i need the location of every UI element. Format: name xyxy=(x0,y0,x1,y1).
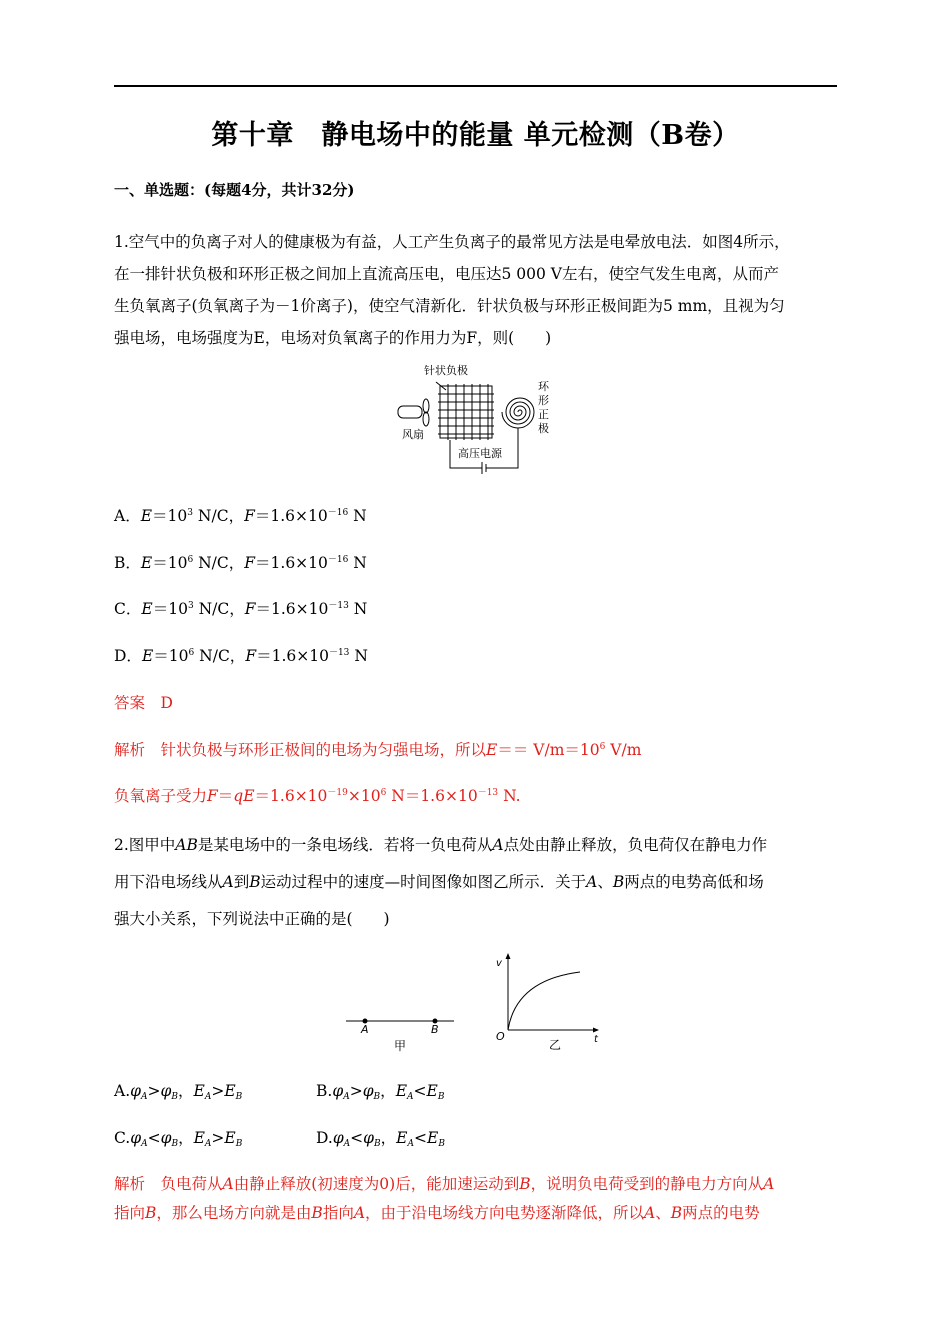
q1-line-3: 生负氧离子(负氧离子为－1价离子)，使空气清新化．针状负极与环形正极间距为5 mm，且视为匀 xyxy=(114,297,785,315)
q2-line-3: 强大小关系，下列说法中正确的是( ) xyxy=(114,910,390,928)
point-a-label: A xyxy=(361,1023,369,1036)
q1-answer xyxy=(114,693,173,713)
figure-jia xyxy=(346,1019,454,1054)
q1-option-a[interactable]: A．$E=10^3$ N/C，$F=1.6\times 10^{-16}$ N xyxy=(114,507,367,525)
q1-option-b[interactable]: B．$E=10^6$ N/C，$F=1.6\times 10^{-16}$ N xyxy=(114,554,367,572)
q1-option-d[interactable]: D．$E=10^6$ N/C，$F=1.6\times 10^{-13}$ N xyxy=(114,647,368,665)
needle-electrode-label: 针状负极 xyxy=(424,364,468,377)
ring-spiral xyxy=(502,398,534,428)
origin-label: O xyxy=(496,1030,505,1043)
ring-label-2: 形 xyxy=(538,394,549,407)
top-rule xyxy=(114,85,837,87)
q2-analysis-1: 解析 负电荷从A由静止释放(初速度为0)后，能加速运动到B，说明负电荷受到的静电力方向从A xyxy=(114,1175,775,1193)
t-axis-label: t xyxy=(594,1034,598,1045)
ring-label-3: 正 xyxy=(538,408,549,421)
q1-analysis-1: 解析 针状负极与环形正极间的电场为匀强电场，所以$E== V/m=10^6$ V/m xyxy=(114,741,642,759)
ring-label-4: 极 xyxy=(538,422,549,435)
q2-analysis-2: 指向B，那么电场方向就是由B指向A，由于沿电场线方向电势逐渐降低，所以A、B两点的电势 xyxy=(114,1204,760,1222)
section-heading: 一、单选题：(每题4分，共计32分) xyxy=(114,181,355,199)
q2-line-2: 用下沿电场线从A到B运动过程中的速度—时间图像如图乙所示．关于A、B两点的电势高低和场 xyxy=(114,873,764,891)
figure-yi xyxy=(496,953,599,1052)
q2-option-d[interactable]: $D.\varphi_A<\varphi_B$，$E_A<E_B$ xyxy=(316,1129,445,1149)
v-axis-label: v xyxy=(496,958,502,969)
q1-line-2: 在一排针状负极和环形正极之间加上直流高压电，电压达5 000 V左右，使空气发生电离，从而产 xyxy=(114,265,779,283)
q2-option-a[interactable]: $A.\varphi_A>\varphi_B$，$E_A>E_B$ xyxy=(114,1082,243,1102)
page-title: 第十章 静电场中的能量 单元检测（B卷） xyxy=(211,120,740,151)
q2-option-c[interactable]: $C.\varphi_A<\varphi_B$，$E_A>E_B$ xyxy=(114,1129,243,1149)
corona-discharge-figure xyxy=(390,360,560,480)
point-b-label: B xyxy=(431,1023,439,1036)
figure-yi-label: 乙 xyxy=(549,1038,562,1052)
needle-grid xyxy=(436,382,494,440)
ring-label-1: 环 xyxy=(538,380,549,393)
answer-label: 答案 xyxy=(114,694,146,712)
answer-value: D xyxy=(160,694,173,712)
q1-analysis-2: 负氧离子受力$F=qE=1.6\times 10^{-19}\times 10^6$ $N=1.6\times 10^{-13}$ N. xyxy=(114,787,521,805)
q1-option-c[interactable]: C．$E=10^3$ N/C，$F=1.6\times 10^{-13}$ N xyxy=(114,600,368,618)
q2-option-b[interactable]: $B.\varphi_A>\varphi_B$，$E_A<E_B$ xyxy=(316,1082,445,1102)
q1-line-1: 1.空气中的负离子对人的健康极为有益，人工产生负离子的最常见方法是电晕放电法．如图4所示， xyxy=(114,233,790,251)
fan-icon xyxy=(398,399,429,426)
fan-label: 风扇 xyxy=(402,428,424,441)
velocity-curve xyxy=(508,972,580,1030)
figure-jia-label: 甲 xyxy=(394,1039,407,1053)
field-line-vt-figure xyxy=(340,950,610,1060)
q2-line-1: 2.图甲中AB是某电场中的一条电场线．若将一负电荷从A点处由静止释放，负电荷仅在静电力作 xyxy=(114,836,768,854)
power-supply-label: 高压电源 xyxy=(458,447,502,460)
q1-line-4: 强电场，电场强度为E，电场对负氧离子的作用力为F，则( ) xyxy=(114,329,552,347)
